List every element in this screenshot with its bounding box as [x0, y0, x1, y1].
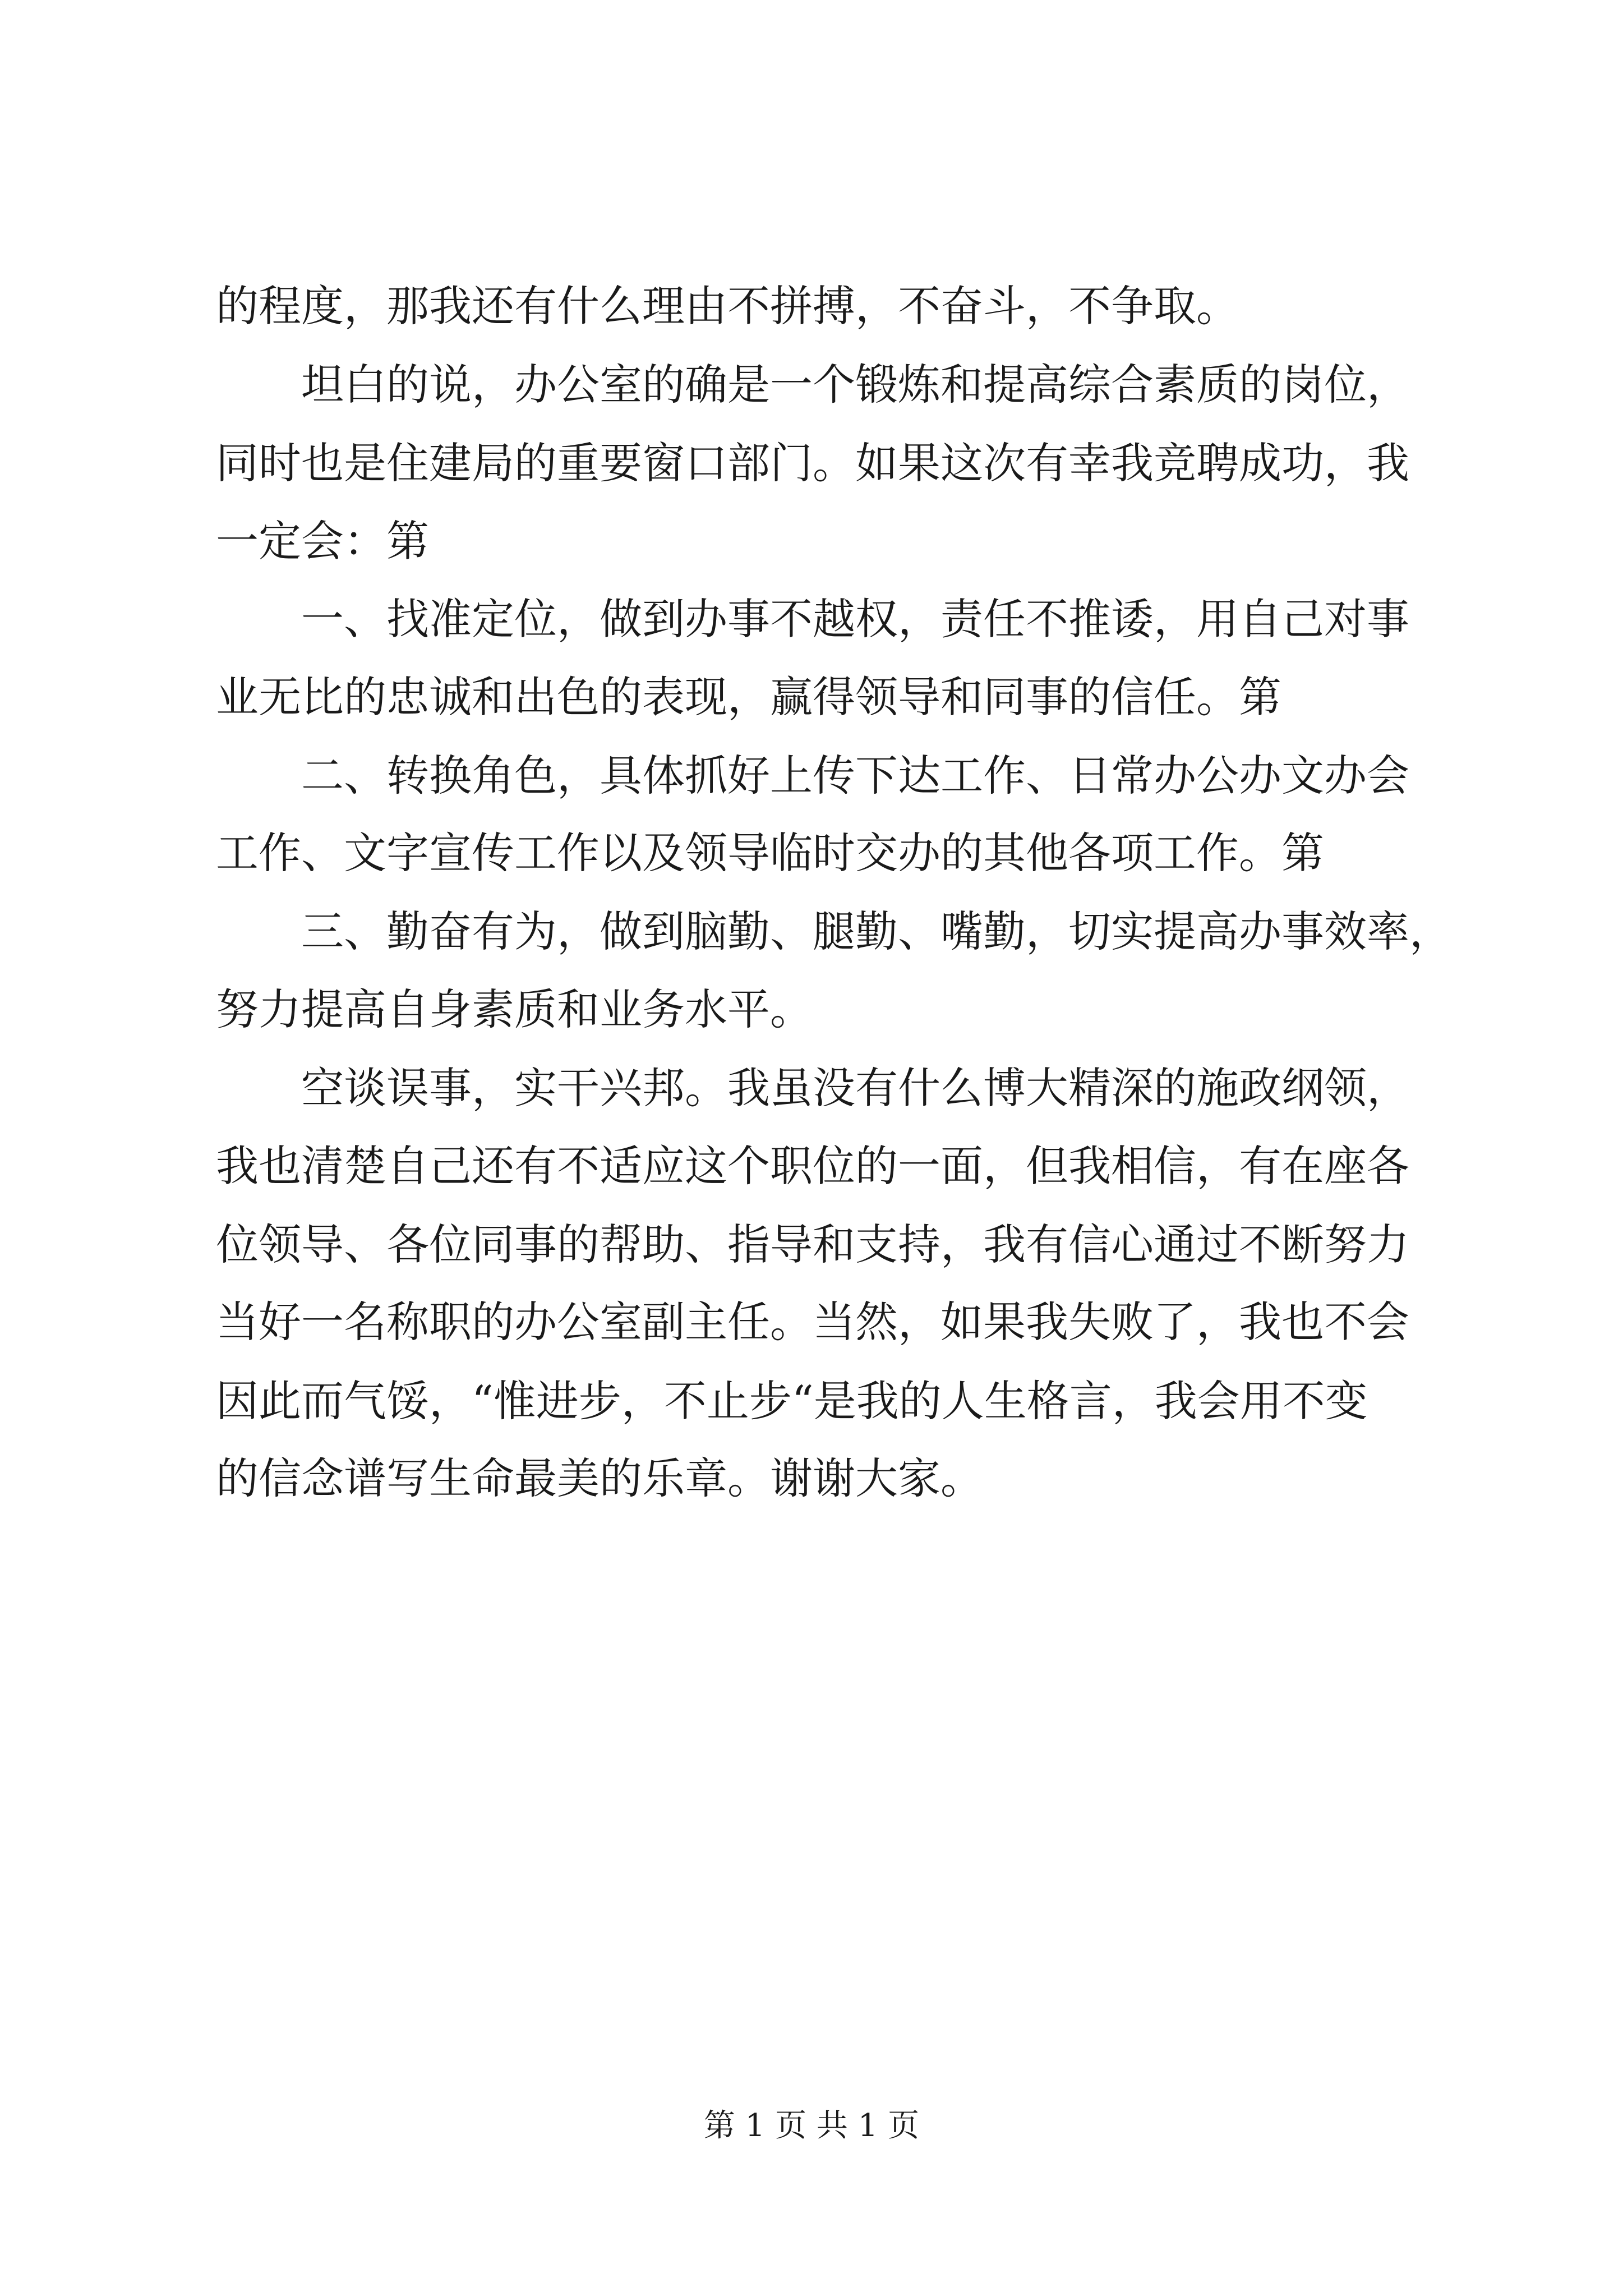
- text-line: 一定会：第: [216, 516, 429, 566]
- page-footer: 第 1 页 共 1 页: [703, 2108, 920, 2144]
- text-line: 因此而气馁，“惟进步，不止步“是我的人生格言，我会用不变: [216, 1376, 1368, 1426]
- text-line: 坦白的说，办公室的确是一个锻炼和提高综合素质的岗位，: [216, 360, 1409, 409]
- text-line: 的信念谱写生命最美的乐章。谢谢大家。: [216, 1453, 983, 1503]
- text-line: 位领导、各位同事的帮助、指导和支持，我有信心通过不断努力: [216, 1220, 1409, 1269]
- text-line: 努力提高自身素质和业务水平。: [216, 984, 813, 1034]
- text-line: 业无比的忠诚和出色的表现，赢得领导和同事的信任。第: [216, 672, 1281, 722]
- text-line: 同时也是住建局的重要窗口部门。如果这次有幸我竞聘成功，我: [216, 438, 1409, 488]
- text-line: 工作、文字宣传工作以及领导临时交办的其他各项工作。第: [216, 828, 1324, 878]
- text-line: 我也清楚自己还有不适应这个职位的一面，但我相信，有在座各: [216, 1141, 1409, 1191]
- text-line: 的程度，那我还有什么理由不拼搏，不奋斗，不争取。: [216, 281, 1239, 331]
- text-line: 当好一名称职的办公室副主任。当然，如果我失败了，我也不会: [216, 1297, 1409, 1347]
- text-line: 空谈误事，实干兴邦。我虽没有什么博大精深的施政纲领，: [216, 1063, 1409, 1113]
- text-line: 三、勤奋有为，做到脑勤、腿勤、嘴勤，切实提高办事效率，: [216, 907, 1452, 956]
- text-line: 二、转换角色，具体抓好上传下达工作、日常办公办文办会: [216, 751, 1409, 800]
- text-line: 一、找准定位，做到办事不越权，责任不推诿，用自己对事: [216, 594, 1409, 644]
